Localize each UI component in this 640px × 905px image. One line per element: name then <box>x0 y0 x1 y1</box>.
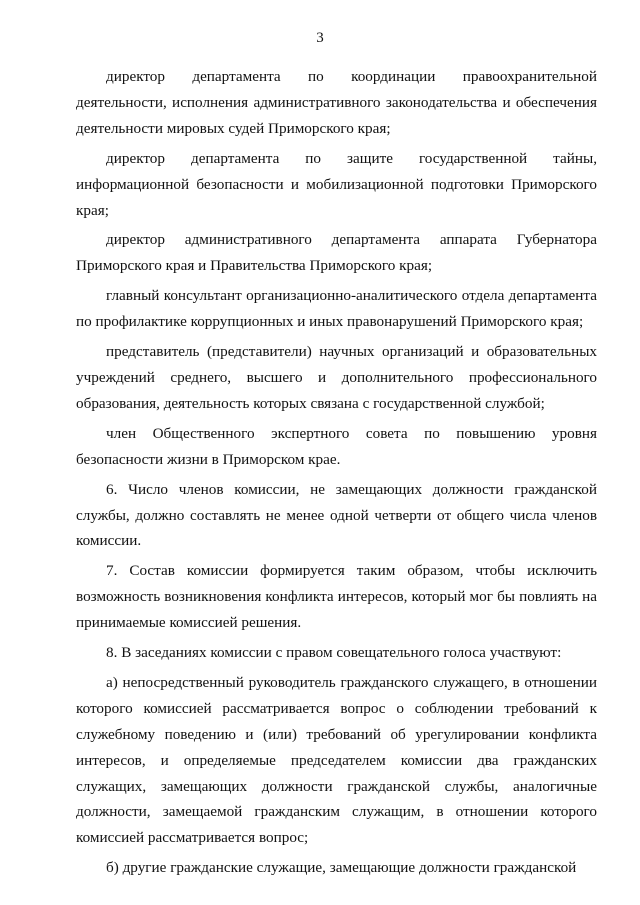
paragraph-director-state-secrets: директор департамента по защите государственной тайны, информационной безопасности и мобилизационной подготовки Приморского края; <box>76 149 597 219</box>
paragraph-expert-council-member: член Общественного экспертного совета по повышению уровня безопасности жизни в Приморском крае. <box>76 424 597 468</box>
paragraph-item-6: 6. Число членов комиссии, не замещающих должности гражданской службы, должно составлять не менее одной четверти от общего числа членов комиссии. <box>76 480 597 550</box>
paragraph-chief-consultant: главный консультант организационно-аналитического отдела департамента по профилактике коррупционных и иных правонарушений Приморского края; <box>76 287 597 331</box>
paragraph-scientific-representatives: представитель (представители) научных организаций и образовательных учреждений среднего, высшего и дополнительного профессионального образования, деятельность которых связана с государственной службой; <box>76 343 597 412</box>
paragraph-item-7: 7. Состав комиссии формируется таким образом, чтобы исключить возможность возникновения конфликта интересов, который мог бы повлиять на принимаемые комиссией решения. <box>76 562 597 632</box>
paragraph-item-8b: б) другие гражданские служащие, замещающие должности гражданской <box>106 859 577 877</box>
paragraph-director-law-enforcement: директор департамента по координации правоохранительной деятельности, исполнения административного законодательства и обеспечения деятельности мировых судей Приморского края; <box>76 68 597 137</box>
page-number: 3 <box>316 30 324 46</box>
paragraph-item-8: 8. В заседаниях комиссии с правом совещательного голоса участвуют: <box>106 644 562 662</box>
paragraph-director-administrative: директор административного департамента аппарата Губернатора Приморского края и Правительства Приморского края; <box>76 231 597 275</box>
document-body <box>76 64 597 885</box>
paragraph-item-8a: а) непосредственный руководитель гражданского служащего, в отношении которого комиссией рассматривается вопрос о соблюдении требований к служебному поведению и (или) требований об урегулировании конфликта интересов, и определяемые председателем комиссии два гражданских служащих, замещающих должности гражданской службы, аналогичные должности, замещаемой гражданским служащим, в отношении которого комиссией рассматривается вопрос; <box>76 673 597 847</box>
